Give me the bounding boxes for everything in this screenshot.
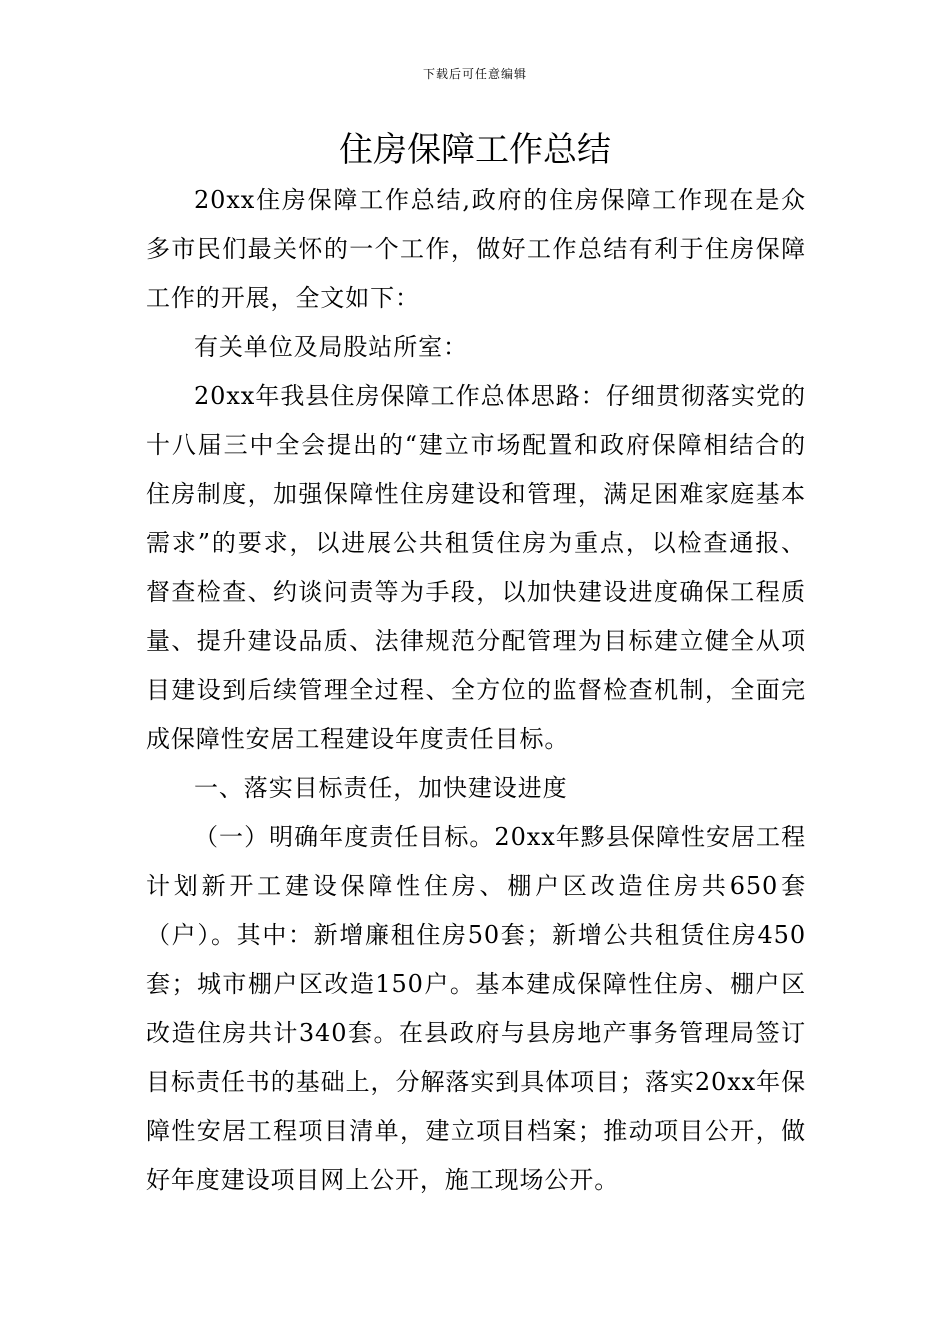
paragraph-overall-approach: 20xx年我县住房保障工作总体思路：仔细贯彻落实党的十八届三中全会提出的“建立市场配置和政府保障相结合的住房制度，加强保障性住房建设和管理，满足困难家庭基本需求”的要求，以进展公共租赁住房为重点，以检查通报、督查检查、约谈问责等为手段，以加快建设进度确保工程质量、提升建设品质、法律规范分配管理为目标建立健全从项目建设到后续管理全过程、全方位的监督检查机制，全面完成保障性安居工程建设年度责任目标。 <box>146 382 806 753</box>
paragraph-intro: 20xx住房保障工作总结,政府的住房保障工作现在是众多市民们最关怀的一个工作，做好工作总结有利于住房保障工作的开展，全文如下： <box>146 186 806 312</box>
paragraph-salutation: 有关单位及局股站所室： <box>194 333 468 361</box>
document-body <box>146 176 806 1205</box>
document-title: 住房保障工作总结 <box>339 130 611 170</box>
section-heading-1: 一、落实目标责任，加快建设进度 <box>194 774 568 802</box>
paragraph-annual-targets: （一）明确年度责任目标。20xx年黟县保障性安居工程计划新开工建设保障性住房、棚户区改造住房共650套（户）。其中：新增廉租住房50套；新增公共租赁住房450套；城市棚户区改造150户。基本建成保障性住房、棚户区改造住房共计340套。在县政府与县房地产事务管理局签订目标责任书的基础上，分解落实到具体项目；落实20xx年保障性安居工程项目清单，建立项目档案；推动项目公开，做好年度建设项目网上公开，施工现场公开。 <box>146 823 806 1194</box>
header-note: 下载后可任意编辑 <box>422 67 527 81</box>
